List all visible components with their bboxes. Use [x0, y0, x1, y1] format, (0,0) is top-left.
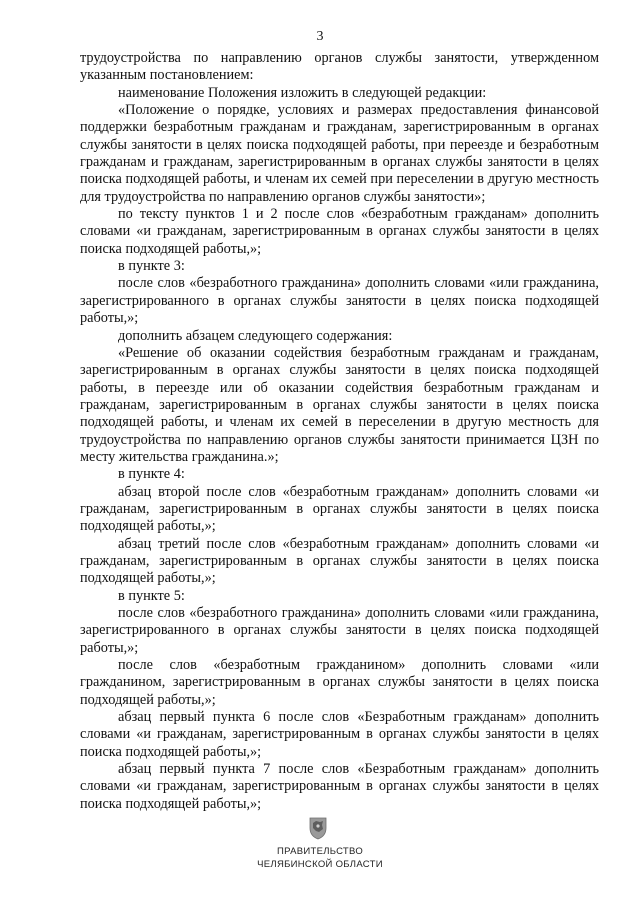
paragraph: абзац третий после слов «безработным гражданам» дополнить словами «и гражданам, зарегистрированным в органах службы занятости в целях поиска подходящей работы,»; — [80, 535, 599, 587]
paragraph: после слов «безработным гражданином» дополнить словами «или гражданином, зарегистрированным в органах службы занятости в целях поиска подходящей работы,»; — [80, 657, 599, 708]
organization-name-line2: ЧЕЛЯБИНСКОЙ ОБЛАСТИ — [257, 859, 383, 870]
paragraph: абзац первый пункта 6 после слов «Безработным гражданам» дополнить словами «и гражданам, зарегистрированным в органах службы занятости в целях поиска подходящей работы,»; — [80, 709, 599, 760]
paragraph: после слов «безработного гражданина» дополнить словами «или гражданина, зарегистрированного в органах службы занятости в целях поиска подходящей работы,»; — [80, 605, 599, 656]
paragraph: в пункте 5: — [118, 587, 185, 604]
paragraph: абзац первый пункта 7 после слов «Безработным гражданам» дополнить словами «и гражданам, зарегистрированным в органах службы занятости в целях поиска подходящей работы,»; — [80, 761, 599, 812]
paragraph: после слов «безработного гражданина» дополнить словами «или гражданина, зарегистрированного в органах службы занятости в целях поиска подходящей работы,»; — [80, 275, 599, 327]
paragraph: «Решение об оказании содействия безработным гражданам и гражданам, зарегистрированным в органах службы занятости в целях поиска подходящей работы, в переезде или об оказании содействия безработным гражданам и гражданам, зарегистрированным в органах службы занятости в целях поиска подходящей работы, и членам их семей в переселении в другую местность для трудоустройства по направлению органов службы занятости принимается ЦЗН по месту жительства гражданина.»; — [80, 344, 599, 465]
paragraph: «Положение о порядке, условиях и размерах предоставления финансовой поддержки безработным гражданам и гражданам, зарегистрированным в органах службы занятости в целях поиска подходящей работы, при переезде и безработным гражданам и гражданам, зарегистрированным в органах службы занятости в целях поиска подходящей работы, и членам их семей при переселении в другую местность для трудоустройства по направлению органов службы занятости»; — [80, 102, 599, 205]
organization-name-line1: ПРАВИТЕЛЬСТВО — [276, 846, 364, 857]
paragraph: в пункте 4: — [118, 466, 185, 483]
document-body — [80, 50, 599, 813]
paragraph: в пункте 3: — [118, 258, 185, 275]
page-number: 3 — [316, 29, 324, 44]
paragraph: наименование Положения изложить в следующей редакции: — [118, 84, 487, 101]
paragraph: абзац второй после слов «безработным гражданам» дополнить словами «и гражданам, зарегистрированным в органах службы занятости в целях поиска подходящей работы,»; — [80, 483, 599, 535]
paragraph: по тексту пунктов 1 и 2 после слов «безработным гражданам» дополнить словами «и гражданам, зарегистрированным в органах службы занятости в целях поиска подходящей работы,»; — [80, 206, 599, 257]
paragraph: трудоустройства по направлению органов службы занятости, утвержденном указанным постановлением: — [80, 50, 599, 84]
coat-of-arms-icon — [308, 816, 328, 840]
paragraph: дополнить абзацем следующего содержания: — [118, 327, 393, 344]
